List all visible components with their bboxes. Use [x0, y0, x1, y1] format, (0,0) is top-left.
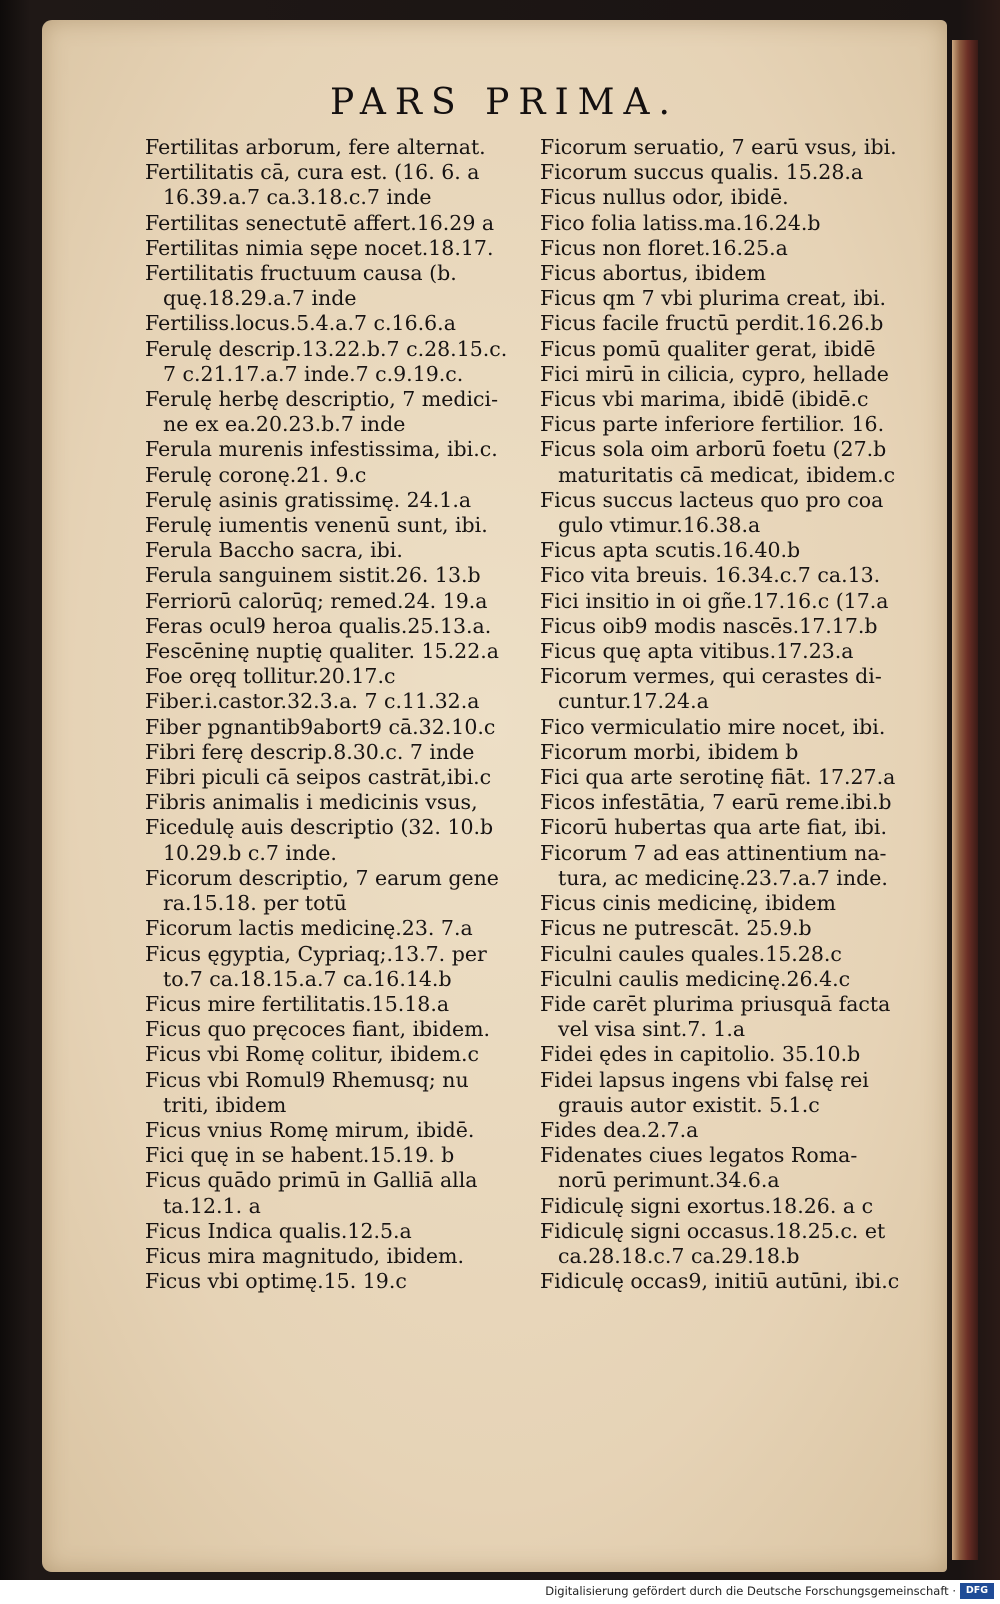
- index-entry: Ficus vbi marima, ibidē (ibidē.c: [540, 387, 869, 412]
- index-entry: Ficus ęgyptia, Cypriaq;.13.7. per: [145, 941, 487, 966]
- index-entry: Fidiculę signi exortus.18.26. a c: [540, 1193, 874, 1218]
- index-entry: Fescēninę nuptię qualiter. 15.22.a: [145, 639, 499, 664]
- index-entry: Ficus succus lacteus quo pro coa: [540, 487, 884, 512]
- index-entry-continuation: tura, ac medicinę.23.7.a.7 inde.: [558, 865, 888, 890]
- index-entry: Ficus Indica qualis.12.5.a: [145, 1218, 412, 1243]
- index-column-right: [540, 135, 930, 1294]
- index-entry-continuation: quę.18.29.a.7 inde: [163, 286, 357, 311]
- index-entry: Ficus facile fructū perdit.16.26.b: [540, 311, 884, 336]
- index-entry: Ficus apta scutis.16.40.b: [540, 538, 801, 563]
- book-edge: [952, 40, 978, 1560]
- index-entry: Ferulę coronę.21. 9.c: [145, 462, 367, 487]
- index-entry: Fiber pgnantib9abort9 cā.32.10.c: [145, 714, 496, 739]
- index-entry: Ficorum morbi, ibidem b: [540, 739, 799, 764]
- index-entry: Fertilitatis fructuum causa (b.: [145, 261, 457, 286]
- index-entry: Ficos infestātia, 7 earū reme.ibi.b: [540, 790, 892, 815]
- index-entry: Ficorum descriptio, 7 earum gene: [145, 865, 499, 890]
- index-entry-continuation: vel visa sint.7. 1.a: [558, 1017, 746, 1042]
- index-entry: Fertilitas senectutē affert.16.29 a: [145, 210, 495, 235]
- index-entry-continuation: 10.29.b c.7 inde.: [163, 840, 337, 865]
- index-entry: Foe oręq tollitur.20.17.c: [145, 664, 396, 689]
- index-entry: Fertilitas arborum, fere alternat.: [145, 135, 486, 159]
- dfg-logo: DFG: [960, 1583, 994, 1599]
- index-entry: Ficus cinis medicinę, ibidem: [540, 891, 836, 916]
- footer-bar: [0, 1580, 1000, 1604]
- index-entry: Fiber.i.castor.32.3.a. 7 c.11.32.a: [145, 689, 480, 714]
- index-entry: Ficus parte inferiore fertilior. 16.: [540, 412, 885, 437]
- index-entry: Ficus vbi optimę.15. 19.c: [145, 1269, 407, 1294]
- index-entry: Ferulę iumentis venenū sunt, ibi.: [145, 513, 488, 538]
- index-entry-continuation: grauis autor existit. 5.1.c: [558, 1092, 820, 1117]
- index-entry: Ficus ne putrescāt. 25.9.b: [540, 916, 812, 941]
- index-entry: Fidiculę occas9, initiū autūni, ibi.c: [540, 1269, 900, 1294]
- index-entry-continuation: cuntur.17.24.a: [558, 689, 709, 714]
- index-entry: Ferulę herbę descriptio, 7 medici-: [145, 387, 499, 412]
- index-column-left: [145, 135, 533, 1294]
- index-entry: Fici mirū in cilicia, cypro, hellade: [540, 361, 889, 386]
- index-entry-continuation: triti, ibidem: [163, 1092, 287, 1117]
- index-entry: Ficorū hubertas qua arte fiat, ibi.: [540, 815, 887, 840]
- index-entry: Ficus non floret.16.25.a: [540, 235, 788, 260]
- index-entry: Fertiliss.locus.5.4.a.7 c.16.6.a: [145, 311, 456, 336]
- running-head: PARS PRIMA.: [330, 82, 679, 123]
- index-entry-continuation: 7 c.21.17.a.7 inde.7 c.9.19.c.: [163, 361, 464, 386]
- index-entry: Ficus mira magnitudo, ibidem.: [145, 1243, 464, 1268]
- index-entry-continuation: ta.12.1. a: [163, 1193, 261, 1218]
- index-entry: Fidei ędes in capitolio. 35.10.b: [540, 1042, 861, 1067]
- index-entry: Ficedulę auis descriptio (32. 10.b: [145, 815, 494, 840]
- index-entry-continuation: ra.15.18. per totū: [163, 891, 347, 916]
- footer-credit: Digitalisierung gefördert durch die Deutsche Forschungsgemeinschaft ·: [545, 1584, 956, 1598]
- index-entry: Fico vita breuis. 16.34.c.7 ca.13.: [540, 563, 881, 588]
- index-entry: Ficus vnius Romę mirum, ibidē.: [145, 1117, 475, 1142]
- index-entry: Ficus quādo primū in Galliā alla: [145, 1168, 478, 1193]
- index-entry: Ferula murenis infestissima, ibi.c.: [145, 437, 498, 462]
- index-entry: Fibris animalis i medicinis vsus,: [145, 790, 478, 815]
- index-entry: Fide carēt plurima priusquā facta: [540, 991, 891, 1016]
- index-entry: Fertilitas nimia sępe nocet.18.17.: [145, 235, 494, 260]
- index-entry: Fertilitatis cā, cura est. (16. 6. a: [145, 160, 480, 185]
- index-entry: Fico folia latiss.ma.16.24.b: [540, 210, 821, 235]
- index-entry: Fidiculę signi occasus.18.25.c. et: [540, 1218, 886, 1243]
- index-entry: Ficus vbi Romę colitur, ibidem.c: [145, 1042, 480, 1067]
- index-entry: Ficus sola oim arborū foetu (27.b: [540, 437, 887, 462]
- index-entry: Fici insitio in oi gñe.17.16.c (17.a: [540, 588, 889, 613]
- index-entry: Ferula sanguinem sistit.26. 13.b: [145, 563, 481, 588]
- index-entry: Ficorum 7 ad eas attinentium na-: [540, 840, 887, 865]
- index-entry: Ficus vbi Romul9 Rhemusq; nu: [145, 1067, 469, 1092]
- index-entry: Feras ocul9 heroa qualis.25.13.a.: [145, 613, 492, 638]
- index-entry: Ficus qm 7 vbi plurima creat, ibi.: [540, 286, 886, 311]
- index-entry: Ficus nullus odor, ibidē.: [540, 185, 789, 210]
- index-entry: Ficorum lactis medicinę.23. 7.a: [145, 916, 473, 941]
- index-entry: Ficus abortus, ibidem: [540, 261, 766, 286]
- index-entry: Ficorum succus qualis. 15.28.a: [540, 160, 864, 185]
- index-entry-continuation: to.7 ca.18.15.a.7 ca.16.14.b: [163, 966, 452, 991]
- index-entry: Fidenates ciues legatos Roma-: [540, 1143, 858, 1168]
- index-entry: Ferulę asinis gratissimę. 24.1.a: [145, 487, 472, 512]
- index-entry-continuation: maturitatis cā medicat, ibidem.c: [558, 462, 896, 487]
- index-entry: Ficus mire fertilitatis.15.18.a: [145, 991, 450, 1016]
- index-entry: Fico vermiculatio mire nocet, ibi.: [540, 714, 886, 739]
- index-entry: Ficorum vermes, qui cerastes di-: [540, 664, 882, 689]
- index-entry: Ficulni caulis medicinę.26.4.c: [540, 966, 851, 991]
- index-entry-continuation: gulo vtimur.16.38.a: [558, 513, 761, 538]
- index-entry: Ferriorū calorūq; remed.24. 19.a: [145, 588, 488, 613]
- index-entry: Fibri ferę descrip.8.30.c. 7 inde: [145, 739, 475, 764]
- index-entry: Ficus oib9 modis nascēs.17.17.b: [540, 613, 878, 638]
- index-entry: Ficus pomū qualiter gerat, ibidē: [540, 336, 876, 361]
- index-entry: Fibri piculi cā seipos castrāt,ibi.c: [145, 765, 492, 790]
- index-entry: Ferula Baccho sacra, ibi.: [145, 538, 403, 563]
- index-entry: Fici quę in se habent.15.19. b: [145, 1143, 455, 1168]
- index-entry-continuation: ne ex ea.20.23.b.7 inde: [163, 412, 406, 437]
- index-entry: Ficus quo pręcoces fiant, ibidem.: [145, 1017, 491, 1042]
- index-entry: Ficulni caules quales.15.28.c: [540, 941, 842, 966]
- index-entry: Ficorum seruatio, 7 earū vsus, ibi.: [540, 135, 897, 159]
- index-entry-continuation: 16.39.a.7 ca.3.18.c.7 inde: [163, 185, 432, 210]
- index-entry: Fides dea.2.7.a: [540, 1117, 699, 1142]
- index-entry: Fidei lapsus ingens vbi falsę rei: [540, 1067, 869, 1092]
- index-entry: Fici qua arte serotinę fiāt. 17.27.a: [540, 765, 896, 790]
- index-entry: Ficus quę apta vitibus.17.23.a: [540, 639, 854, 664]
- index-entry-continuation: ca.28.18.c.7 ca.29.18.b: [558, 1243, 800, 1268]
- index-entry-continuation: norū perimunt.34.6.a: [558, 1168, 780, 1193]
- index-entry: Ferulę descrip.13.22.b.7 c.28.15.c.: [145, 336, 508, 361]
